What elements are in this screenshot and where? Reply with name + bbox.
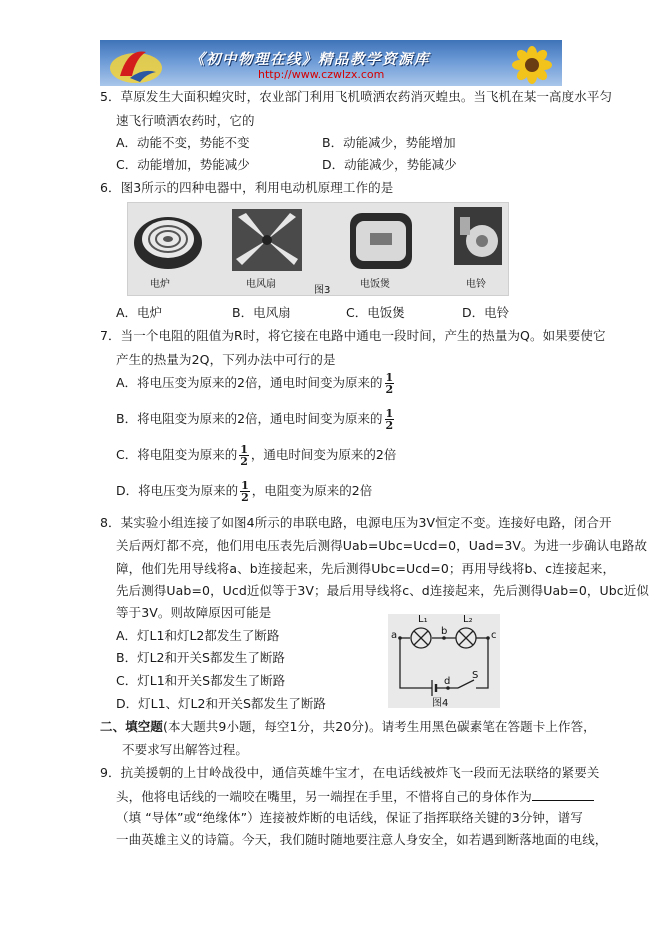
q8-stem-line5: 等于3V。则故障原因可能是 <box>116 605 272 620</box>
q7-option-a <box>116 372 396 395</box>
q7-option-b <box>116 408 396 431</box>
figure-3-caption: 图3 <box>314 285 331 296</box>
fraction: $\frac{1}{2}$ <box>240 443 248 468</box>
figure-3-label-stove: 电炉 <box>150 279 170 290</box>
q6-option-c: C．电饭煲 <box>346 305 405 320</box>
q5-stem-line2: 速飞行喷洒农药时，它的 <box>116 113 255 128</box>
q9-stem-line3: （填 “导体”或“绝缘体”）连接被炸断的电话线，保证了指挥联络关键的3分钟，谱写 <box>116 810 583 825</box>
figure-4-caption: 图4 <box>432 698 449 709</box>
q7-stem-line1: 7．当一个电阻的阻值为R时，将它接在电路中通电一段时间，产生的热量为Q。如果要使它 <box>100 328 606 343</box>
q5-option-b: B．动能减少，势能增加 <box>322 135 456 150</box>
section-2-note: 不要求写出解答过程。 <box>122 742 249 757</box>
q5-option-d: D．动能减少，势能减少 <box>322 157 457 172</box>
section-2-detail: (本大题共9小题，每空1分，共20分)。请考生用黑色碳素笔在答题卡上作答， <box>163 719 596 734</box>
circuit-label-b: b <box>441 626 448 637</box>
q8-option-c: C．灯L1和开关S都发生了断路 <box>116 673 286 688</box>
q7-option-c <box>116 444 396 467</box>
answer-blank[interactable] <box>532 788 594 801</box>
section-2-heading: 二、填空题 <box>100 719 164 734</box>
circuit-label-s: S <box>472 670 479 681</box>
sunflower-icon <box>505 46 559 84</box>
q9-stem-line4: 一曲英雄主义的诗篇。今天，我们随时随地要注意人身安全，如若遇到断落地面的电线， <box>116 832 608 847</box>
q9-stem-line2 <box>116 788 594 805</box>
figure-3-label-cooker: 电饭煲 <box>360 279 390 290</box>
circuit-label-l1: L₁ <box>418 614 428 625</box>
q6-option-d: D．电铃 <box>462 305 510 320</box>
figure-4 <box>388 614 500 708</box>
q8-stem-line2: 关后两灯都不亮，他们用电压表先后测得Uab=Ubc=Ucd=0，Uad=3V。为进一步确认电路故 <box>116 538 648 553</box>
banner-url[interactable]: http://www.czwlzx.com <box>258 68 385 81</box>
figure-3-label-fan: 电风扇 <box>246 279 276 290</box>
q5-stem-line1: 5．草原发生大面积蝗灾时，农业部门利用飞机喷洒农药消灭蝗虫。当飞机在某一高度水平匀 <box>100 89 613 104</box>
circuit-label-a: a <box>391 630 398 641</box>
q7-option-d-text-end: ，电阻变为原来的2倍 <box>251 483 373 498</box>
q5-option-a: A．动能不变，势能不变 <box>116 135 250 150</box>
electric-stove-icon <box>130 209 206 273</box>
q6-option-b: B．电风扇 <box>232 305 291 320</box>
q8-stem-line1: 8．某实验小组连接了如图4所示的串联电路，电源电压为3V恒定不变。连接好电路，闭合开 <box>100 515 612 530</box>
q8-stem-line4: 先后测得Uab=0，Ucd近似等于3V；最后用导线将c、d连接起来，先后测得Uab=0，Ubc近似 <box>116 583 649 598</box>
q7-option-b-text: B．将电阻变为原来的2倍，通电时间变为原来的 <box>116 411 383 426</box>
figure-3 <box>127 202 509 296</box>
rice-cooker-icon <box>346 207 416 273</box>
q6-option-a: A．电炉 <box>116 305 163 320</box>
q6-stem: 6．图3所示的四种电器中，利用电动机原理工作的是 <box>100 180 394 195</box>
q5-option-c: C．动能增加，势能减少 <box>116 157 250 172</box>
q9-stem-line2-text: 头，他将电话线的一端咬在嘴里，另一端捏在手里，不惜将自己的身体作为 <box>116 789 532 804</box>
q8-option-b: B．灯L2和开关S都发生了断路 <box>116 650 285 665</box>
q8-option-d: D．灯L1、灯L2和开关S都发生了断路 <box>116 696 326 711</box>
electric-bell-icon <box>448 203 508 273</box>
fraction: $\frac{1}{2}$ <box>241 479 249 504</box>
q7-option-a-text: A．将电压变为原来的2倍，通电时间变为原来的 <box>116 375 383 390</box>
q8-stem-line3: 障，他们先用导线将a、b连接起来，先后测得Ubc=Ucd=0；再用导线将b、c连接起来， <box>116 561 616 576</box>
q7-option-d-text: D．将电压变为原来的 <box>116 483 239 498</box>
q7-option-c-text-end: ，通电时间变为原来的2倍 <box>250 447 397 462</box>
fraction: $\frac{1}{2}$ <box>385 407 394 432</box>
fraction: $\frac{1}{2}$ <box>385 371 394 396</box>
q7-option-d <box>116 480 372 503</box>
q9-stem-line1: 9．抗美援朝的上甘岭战役中，通信英雄牛宝才，在电话线被炸飞一段而无法联络的紧要关 <box>100 765 600 780</box>
banner-title: 《初中物理在线》精品教学资源库 <box>190 52 430 68</box>
logo-icon <box>106 42 166 86</box>
circuit-label-l2: L₂ <box>463 614 473 625</box>
figure-3-label-bell: 电铃 <box>466 279 486 290</box>
q7-option-c-text: C．将电阻变为原来的 <box>116 447 238 462</box>
circuit-label-c: c <box>491 630 497 641</box>
q8-option-a: A．灯L1和灯L2都发生了断路 <box>116 628 280 643</box>
q7-stem-line2: 产生的热量为2Q，下列办法中可行的是 <box>116 352 336 367</box>
electric-fan-icon <box>232 209 302 271</box>
section-2-header <box>100 719 596 735</box>
circuit-label-d: d <box>444 676 451 687</box>
